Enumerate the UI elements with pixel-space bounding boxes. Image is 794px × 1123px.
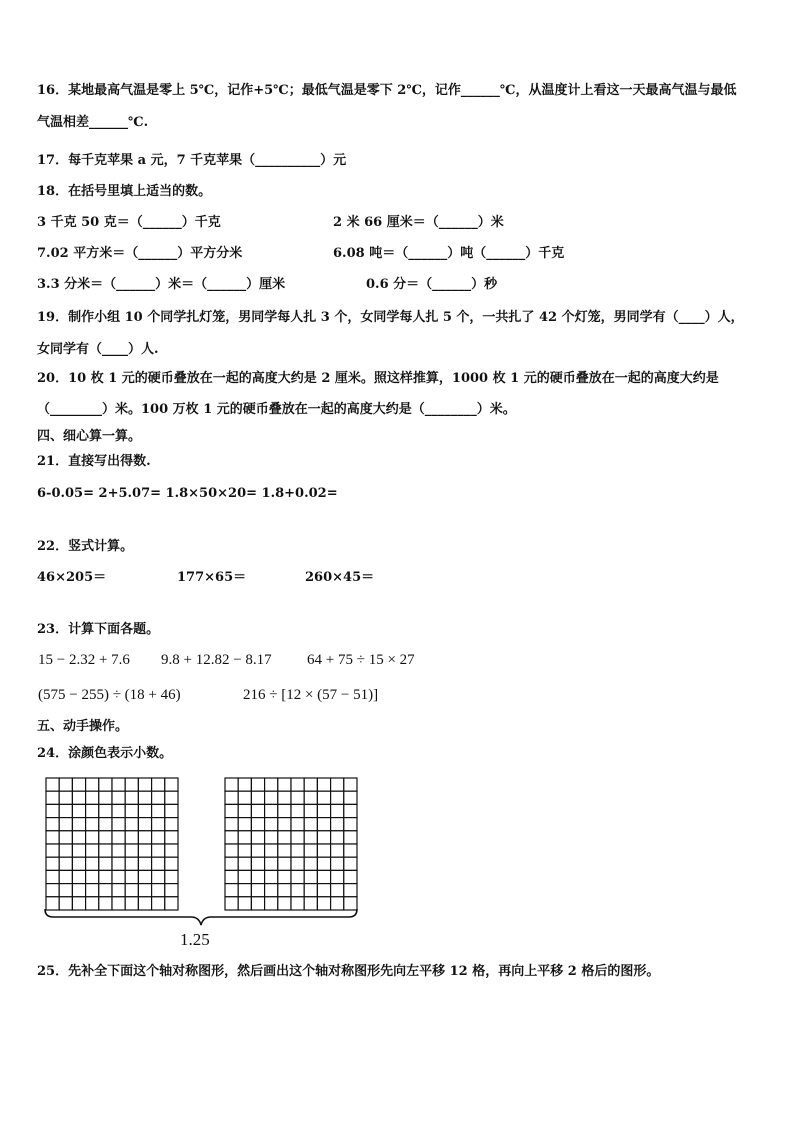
grid-cell[interactable] xyxy=(59,844,72,857)
grid-cell[interactable] xyxy=(317,818,330,831)
grid-cell[interactable] xyxy=(304,791,317,804)
grid-cell[interactable] xyxy=(265,844,278,857)
grid-cell[interactable] xyxy=(72,791,85,804)
q23-expr-3: 64 + 75 ÷ 15 × 27 xyxy=(307,652,415,668)
grid-cell[interactable] xyxy=(317,857,330,870)
grid-cell[interactable] xyxy=(278,778,291,791)
grid-cell[interactable] xyxy=(165,870,178,883)
grid-cell[interactable] xyxy=(265,818,278,831)
grid-cell[interactable] xyxy=(138,804,151,817)
grid-cell[interactable] xyxy=(251,870,264,883)
grid-cell[interactable] xyxy=(112,791,125,804)
grid-cell[interactable] xyxy=(344,818,357,831)
grid-cell[interactable] xyxy=(331,884,344,897)
grid-cell[interactable] xyxy=(152,778,165,791)
grid-cell[interactable] xyxy=(291,818,304,831)
grid-cell[interactable] xyxy=(72,818,85,831)
grid-cell[interactable] xyxy=(304,818,317,831)
grid-cell[interactable] xyxy=(251,778,264,791)
q23-expr-2: 9.8 + 12.82 − 8.17 xyxy=(161,652,272,668)
grid-cell[interactable] xyxy=(291,778,304,791)
grid-cell[interactable] xyxy=(331,778,344,791)
grid-cell[interactable] xyxy=(278,791,291,804)
grid-cell[interactable] xyxy=(72,870,85,883)
grid-cell[interactable] xyxy=(59,778,72,791)
grid-cell[interactable] xyxy=(46,831,59,844)
grid-cell[interactable] xyxy=(238,884,251,897)
grid-cell[interactable] xyxy=(112,870,125,883)
grid-cell[interactable] xyxy=(278,870,291,883)
grid-cell[interactable] xyxy=(317,870,330,883)
q22-expr-2: 177×65＝ xyxy=(177,570,247,585)
grid-cell[interactable] xyxy=(165,778,178,791)
grid-cell[interactable] xyxy=(112,804,125,817)
q19-line2: 女同学有（____）人. xyxy=(37,342,159,357)
grid-cell[interactable] xyxy=(265,778,278,791)
grid-cell[interactable] xyxy=(125,870,138,883)
grid-cell[interactable] xyxy=(238,791,251,804)
grid-cell[interactable] xyxy=(165,804,178,817)
grid-cell[interactable] xyxy=(86,778,99,791)
grid-cell[interactable] xyxy=(317,791,330,804)
grid-cell[interactable] xyxy=(86,804,99,817)
grid-cell[interactable] xyxy=(304,844,317,857)
grid-cell[interactable] xyxy=(331,831,344,844)
grid-cell[interactable] xyxy=(225,870,238,883)
grid-cell[interactable] xyxy=(46,804,59,817)
grid-cell[interactable] xyxy=(99,818,112,831)
grid-cell[interactable] xyxy=(251,818,264,831)
grid-cell[interactable] xyxy=(251,857,264,870)
grid-cell[interactable] xyxy=(165,831,178,844)
grid-cell[interactable] xyxy=(99,804,112,817)
grid-cell[interactable] xyxy=(278,857,291,870)
q18-row1-left: 3 千克 50 克＝（______）千克 xyxy=(37,215,221,230)
q25-text: 25．先补全下面这个轴对称图形，然后画出这个轴对称图形先向左平移 12 格，再向上平移 2 格后的图形。 xyxy=(37,964,660,979)
grid-cell[interactable] xyxy=(59,870,72,883)
grid-cell[interactable] xyxy=(138,818,151,831)
grid-cell[interactable] xyxy=(225,791,238,804)
grid-cell[interactable] xyxy=(99,791,112,804)
curly-brace xyxy=(43,907,361,929)
grid-cell[interactable] xyxy=(165,884,178,897)
q23-expr-1: 15 − 2.32 + 7.6 xyxy=(38,652,130,668)
q16-line1: 16．某地最高气温是零上 5℃，记作+5℃；最低气温是零下 2℃，记作______℃，从温度计上看这一天最高气温与最低 xyxy=(37,83,737,98)
grid-cell[interactable] xyxy=(46,884,59,897)
grid-cell[interactable] xyxy=(251,791,264,804)
grid-cell[interactable] xyxy=(72,884,85,897)
grid-cell[interactable] xyxy=(251,884,264,897)
grid-cell[interactable] xyxy=(331,857,344,870)
grid-cell[interactable] xyxy=(278,804,291,817)
grid-cell[interactable] xyxy=(138,857,151,870)
grid-cell[interactable] xyxy=(138,844,151,857)
grid-cell[interactable] xyxy=(152,791,165,804)
grid-cell[interactable] xyxy=(304,857,317,870)
grid-cell[interactable] xyxy=(165,844,178,857)
q21-expressions: 6-0.05= 2+5.07= 1.8×50×20= 1.8+0.02= xyxy=(37,486,338,501)
grid-cell[interactable] xyxy=(99,844,112,857)
grid-cell[interactable] xyxy=(251,831,264,844)
grid-cell[interactable] xyxy=(291,870,304,883)
grid-cell[interactable] xyxy=(238,857,251,870)
grid-cell[interactable] xyxy=(46,791,59,804)
grid-cell[interactable] xyxy=(138,778,151,791)
grid-cell[interactable] xyxy=(125,857,138,870)
grid-cell[interactable] xyxy=(238,870,251,883)
grid-cell[interactable] xyxy=(304,831,317,844)
grid-cell[interactable] xyxy=(152,844,165,857)
grid-cell[interactable] xyxy=(112,844,125,857)
grid-cell[interactable] xyxy=(331,804,344,817)
q23-expr-4: (575 − 255) ÷ (18 + 46) xyxy=(38,687,181,703)
grid-cell[interactable] xyxy=(265,804,278,817)
grid-cell[interactable] xyxy=(291,884,304,897)
grid-cell[interactable] xyxy=(59,804,72,817)
grid-cell[interactable] xyxy=(317,844,330,857)
section5-title: 五、动手操作。 xyxy=(37,719,129,734)
grid-cell[interactable] xyxy=(225,778,238,791)
grid-cell[interactable] xyxy=(152,884,165,897)
grid-cell[interactable] xyxy=(225,884,238,897)
grid-cell[interactable] xyxy=(99,831,112,844)
q16-line2: 气温相差______℃. xyxy=(37,115,149,130)
grid-cell[interactable] xyxy=(59,857,72,870)
grid-cell[interactable] xyxy=(112,857,125,870)
grid-cell[interactable] xyxy=(46,857,59,870)
grid-cell[interactable] xyxy=(86,870,99,883)
q18-row1-right: 2 米 66 厘米＝（______）米 xyxy=(333,215,504,230)
q18-row2-left: 7.02 平方米＝（______）平方分米 xyxy=(37,246,243,261)
q22-expr-1: 46×205＝ xyxy=(37,570,107,585)
grid-cell[interactable] xyxy=(317,804,330,817)
grid-cell[interactable] xyxy=(165,818,178,831)
grid-cell[interactable] xyxy=(46,844,59,857)
grid-cell[interactable] xyxy=(138,791,151,804)
grid-cell[interactable] xyxy=(304,778,317,791)
grid-cell[interactable] xyxy=(86,844,99,857)
grid-cell[interactable] xyxy=(125,818,138,831)
grid-cell[interactable] xyxy=(165,857,178,870)
grid-cell[interactable] xyxy=(72,844,85,857)
section4-title: 四、细心算一算。 xyxy=(37,429,142,444)
grid-cell[interactable] xyxy=(344,804,357,817)
grid-cell[interactable] xyxy=(125,844,138,857)
grid-cell[interactable] xyxy=(112,884,125,897)
q22-title: 22．竖式计算。 xyxy=(37,539,134,554)
grid-cell[interactable] xyxy=(46,778,59,791)
grid-cell[interactable] xyxy=(317,831,330,844)
grid-cell[interactable] xyxy=(99,884,112,897)
grid-cell[interactable] xyxy=(125,778,138,791)
hundred-grid-left xyxy=(45,777,179,911)
q18-row3-right: 0.6 分＝（______）秒 xyxy=(366,277,498,292)
grid-cell[interactable] xyxy=(238,778,251,791)
grid-cell[interactable] xyxy=(225,804,238,817)
grid-cell[interactable] xyxy=(59,884,72,897)
q24-title: 24．涂颜色表示小数。 xyxy=(37,746,173,761)
grid-cell[interactable] xyxy=(138,831,151,844)
grid-cell[interactable] xyxy=(278,831,291,844)
grid-cell[interactable] xyxy=(112,831,125,844)
grid-cell[interactable] xyxy=(225,857,238,870)
grid-cell[interactable] xyxy=(291,804,304,817)
grid-cell[interactable] xyxy=(99,857,112,870)
grid-cell[interactable] xyxy=(59,831,72,844)
grid-cell[interactable] xyxy=(125,791,138,804)
grid-cell[interactable] xyxy=(265,870,278,883)
grid-cell[interactable] xyxy=(331,818,344,831)
grid-cell[interactable] xyxy=(304,870,317,883)
grid-cell[interactable] xyxy=(331,844,344,857)
grid-cell[interactable] xyxy=(317,884,330,897)
grid-cell[interactable] xyxy=(72,778,85,791)
grid-cell[interactable] xyxy=(265,857,278,870)
grid-cell[interactable] xyxy=(344,778,357,791)
grid-cell[interactable] xyxy=(152,804,165,817)
grid-cell[interactable] xyxy=(238,818,251,831)
q23-expr-5: 216 ÷ [12 × (57 − 51)] xyxy=(243,687,379,703)
grid-cell[interactable] xyxy=(278,884,291,897)
hundred-grid-right xyxy=(224,777,358,911)
q23-title: 23．计算下面各题。 xyxy=(37,622,160,637)
grid-cell[interactable] xyxy=(72,857,85,870)
grid-cell[interactable] xyxy=(265,791,278,804)
grid-cell[interactable] xyxy=(344,791,357,804)
grid-cell[interactable] xyxy=(86,818,99,831)
grid-cell[interactable] xyxy=(86,884,99,897)
q20-line1: 20．10 枚 1 元的硬币叠放在一起的高度大约是 2 厘米。照这样推算，1000 枚 1 元的硬币叠放在一起的高度大约是 xyxy=(37,371,719,386)
grid-cell[interactable] xyxy=(317,778,330,791)
grid-cell[interactable] xyxy=(225,844,238,857)
grid-cell[interactable] xyxy=(238,804,251,817)
grid-cell[interactable] xyxy=(46,870,59,883)
grid-cell[interactable] xyxy=(331,870,344,883)
q20-line2: （________）米。100 万枚 1 元的硬币叠放在一起的高度大约是（________）米。 xyxy=(37,402,516,417)
grid-cell[interactable] xyxy=(344,884,357,897)
grid-cell[interactable] xyxy=(138,884,151,897)
grid-cell[interactable] xyxy=(238,844,251,857)
grid-cell[interactable] xyxy=(46,818,59,831)
grid-cell[interactable] xyxy=(331,791,344,804)
grid-cell[interactable] xyxy=(225,831,238,844)
grid-cell[interactable] xyxy=(291,857,304,870)
grid-cell[interactable] xyxy=(304,884,317,897)
grid-cell[interactable] xyxy=(265,884,278,897)
grid-cell[interactable] xyxy=(265,831,278,844)
grid-cell[interactable] xyxy=(72,804,85,817)
q21-title: 21．直接写出得数. xyxy=(37,454,151,469)
grid-cell[interactable] xyxy=(152,870,165,883)
grid-cell[interactable] xyxy=(344,844,357,857)
grid-cell[interactable] xyxy=(278,844,291,857)
grid-cell[interactable] xyxy=(291,831,304,844)
grid-cell[interactable] xyxy=(59,791,72,804)
grid-cell[interactable] xyxy=(59,818,72,831)
grid-cell[interactable] xyxy=(138,870,151,883)
grid-cell[interactable] xyxy=(152,818,165,831)
grid-cell[interactable] xyxy=(86,857,99,870)
grid-cell[interactable] xyxy=(72,831,85,844)
grid-value-label: 1.25 xyxy=(180,930,210,949)
q19-line1: 19．制作小组 10 个同学扎灯笼，男同学每人扎 3 个，女同学每人扎 5 个，一共扎了 42 个灯笼，男同学有（____）人， xyxy=(37,310,744,325)
q18-title: 18．在括号里填上适当的数。 xyxy=(37,184,212,199)
grid-cell[interactable] xyxy=(278,818,291,831)
grid-cell[interactable] xyxy=(344,870,357,883)
grid-cell[interactable] xyxy=(112,818,125,831)
grid-cell[interactable] xyxy=(86,831,99,844)
grid-cell[interactable] xyxy=(99,870,112,883)
grid-cell[interactable] xyxy=(344,831,357,844)
grid-cell[interactable] xyxy=(291,844,304,857)
grid-cell[interactable] xyxy=(99,778,112,791)
grid-cell[interactable] xyxy=(238,831,251,844)
grid-cell[interactable] xyxy=(152,857,165,870)
grid-cell[interactable] xyxy=(125,804,138,817)
q17-text: 17．每千克苹果 a 元，7 千克苹果（__________）元 xyxy=(37,153,347,168)
grid-cell[interactable] xyxy=(251,804,264,817)
grid-cell[interactable] xyxy=(165,791,178,804)
grid-cell[interactable] xyxy=(86,791,99,804)
grid-cell[interactable] xyxy=(291,791,304,804)
q18-row3-left: 3.3 分米＝（______）米＝（______）厘米 xyxy=(37,277,286,292)
q22-expr-3: 260×45＝ xyxy=(305,570,375,585)
grid-cell[interactable] xyxy=(125,884,138,897)
grid-cell[interactable] xyxy=(344,857,357,870)
grid-cell[interactable] xyxy=(112,778,125,791)
grid-cell[interactable] xyxy=(304,804,317,817)
grid-cell[interactable] xyxy=(225,818,238,831)
grid-cell[interactable] xyxy=(152,831,165,844)
grid-cell[interactable] xyxy=(251,844,264,857)
q18-row2-right: 6.08 吨＝（______）吨（______）千克 xyxy=(333,246,565,261)
grid-cell[interactable] xyxy=(125,831,138,844)
